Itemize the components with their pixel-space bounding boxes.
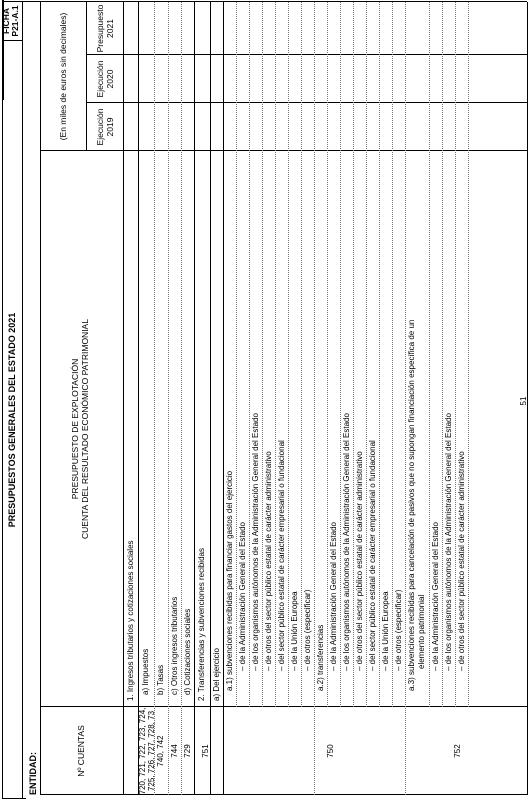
row-concept: – de los organismos autónomos de la Administración General del Estado [444, 413, 453, 671]
cell-2020 [275, 56, 288, 102]
cell-2020 [168, 56, 181, 102]
cell-2019 [181, 104, 194, 150]
cell-2020 [327, 56, 340, 102]
col-header-2021-line2: 2021 [105, 19, 115, 38]
row-concept: c) Otros ingresos tributarios [170, 596, 179, 695]
cell-2021 [442, 3, 455, 54]
cell-2019 [124, 104, 138, 150]
cell-2020 [236, 56, 249, 102]
cell-2021 [429, 3, 442, 54]
ficha-code: P21-A.1 [10, 5, 20, 37]
cell-2019 [223, 104, 236, 150]
cell-2021 [249, 3, 262, 54]
row-concept: 2. Transferencias y subvenciones recibidas [197, 548, 206, 701]
cell-2019 [288, 104, 301, 150]
row-concept: a.1) subvenciones recibidas para financiar gastos del ejercicio [225, 470, 234, 691]
units-label: (En miles de euros sin decimales) [58, 12, 68, 141]
cell-2019 [168, 104, 181, 150]
cell-2021 [154, 3, 168, 54]
row-concept: b) Tasas [156, 664, 165, 695]
row-account: 744 [170, 744, 179, 758]
row-account: 729 [183, 744, 192, 758]
row-account: 720, 721, 722, 723, 724, 725, 726, 727, 728, 73 [138, 707, 156, 795]
cell-2021 [262, 3, 275, 54]
cell-2021 [405, 3, 429, 54]
cell-2019 [154, 104, 168, 150]
cell-2019 [194, 104, 210, 150]
page-number: 51 [519, 396, 528, 406]
table-top-border [40, 2, 41, 795]
cell-2020 [210, 56, 223, 102]
top-border [2, 2, 3, 799]
cell-2020 [379, 56, 392, 102]
col-header-concepto-line1: PRESUPUESTO DE EXPLOTACIÓN [70, 358, 80, 500]
row-concept: – de los organismos autónomos de la Administración General del Estado [342, 413, 351, 671]
right-border [2, 1, 527, 2]
cell-2021 [379, 3, 392, 54]
cell-2019 [340, 104, 353, 150]
row-concept: a) Impuestos [141, 648, 150, 695]
row-concept: – de la Unión Europea [381, 591, 390, 671]
cell-2020 [181, 56, 194, 102]
cell-2021 [366, 3, 379, 54]
cell-2021 [194, 3, 210, 54]
cell-2021 [275, 3, 288, 54]
cell-2020 [340, 56, 353, 102]
cell-2019 [314, 104, 327, 150]
cell-2020 [288, 56, 301, 102]
cell-2019 [262, 104, 275, 150]
account-group-751: 751 [201, 744, 210, 758]
cell-2019 [353, 104, 366, 150]
cell-2020 [455, 56, 468, 102]
row-concept: a.3) subvenciones recibidas para cancelación de pasivos que no supongan financiación específica de un [407, 319, 416, 691]
units-bottom-border [86, 2, 87, 151]
row-concept: – del sector público estatal de carácter empresarial o fundacional [368, 440, 377, 671]
row-concept: a) Del ejercicio [212, 648, 221, 701]
row-concept-continued: elemento patrimonial [417, 594, 426, 669]
ficha-label: FICHA [1, 8, 11, 34]
row-concept: – de otros (especificar) [394, 589, 403, 671]
cell-2021 [181, 3, 194, 54]
cell-2021 [210, 3, 223, 54]
col-header-2020-line2: 2020 [105, 69, 115, 89]
col-header-2019-line2: 2019 [105, 117, 115, 137]
cell-2019 [210, 104, 223, 150]
cell-2020 [405, 56, 429, 102]
cell-2021 [392, 3, 405, 54]
account-group-752: 752 [453, 744, 462, 758]
row-concept: – del sector público estatal de carácter empresarial o fundacional [277, 440, 286, 671]
title-bottom-border [22, 2, 23, 799]
row-concept: – de la Unión Europea [290, 591, 299, 671]
col-header-concepto-line2: CUENTA DEL RESULTADO ECONÓMICO PATRIMONIAL [80, 319, 90, 539]
cell-2020 [154, 56, 168, 102]
page-title: PRESUPUESTOS GENERALES DEL ESTADO 2021 [7, 312, 17, 528]
cell-2019 [379, 104, 392, 150]
cell-2020 [301, 56, 314, 102]
col-header-2020-line1: Ejecución [95, 60, 105, 98]
cell-2019 [405, 104, 429, 150]
cell-2019 [301, 104, 314, 150]
cell-2019 [366, 104, 379, 150]
row-concept: – de otros (especificar) [303, 589, 312, 671]
cell-2020 [249, 56, 262, 102]
col-2019-divider [86, 102, 527, 103]
cell-2021 [124, 3, 138, 54]
cell-2020 [314, 56, 327, 102]
cell-2019 [455, 104, 468, 150]
cell-2021 [301, 3, 314, 54]
cell-2019 [275, 104, 288, 150]
cell-2021 [236, 3, 249, 54]
cell-2020 [429, 56, 442, 102]
cell-2021 [327, 3, 340, 54]
cell-2021 [138, 3, 154, 54]
col-header-cuentas: Nº CUENTAS [76, 725, 86, 777]
col-header-2021-line1: Presupuesto [95, 4, 105, 53]
row-concept: – de la Administración General del Estado [329, 522, 338, 671]
cell-2019 [327, 104, 340, 150]
cell-2019 [249, 104, 262, 150]
row-concept: d) Cotizaciones sociales [183, 608, 192, 695]
row-account: 740, 742 [156, 735, 165, 767]
cell-2020 [223, 56, 236, 102]
cell-2021 [353, 3, 366, 54]
cell-2020 [138, 56, 154, 102]
cell-2020 [124, 56, 138, 102]
cell-2021 [223, 3, 236, 54]
cell-2021 [314, 3, 327, 54]
row-concept: – de otros del sector público estatal de carácter administrativo [264, 451, 273, 671]
row-separator [468, 2, 469, 707]
row-concept: – de la Administración General del Estado [238, 522, 247, 671]
cell-2020 [392, 56, 405, 102]
entidad-label: ENTIDAD: [28, 752, 38, 795]
cell-2019 [442, 104, 455, 150]
row-concept: – de los organismos autónomos de la Administración General del Estado [251, 413, 260, 671]
col-2020-divider [86, 54, 527, 55]
row-concept: – de otros del sector público estatal de carácter administrativo [355, 451, 364, 671]
row-concept: – de la Administración General del Estado [431, 522, 440, 671]
row-concept: 1. Ingresos tributarios y cotizaciones sociales [126, 540, 135, 701]
cell-2019 [236, 104, 249, 150]
row-concept: – de otros del sector público estatal de carácter administrativo [457, 451, 466, 671]
cell-2021 [288, 3, 301, 54]
account-group-750: 750 [326, 744, 335, 758]
cell-2019 [392, 104, 405, 150]
cell-2020 [442, 56, 455, 102]
cell-2020 [353, 56, 366, 102]
col-header-2019-line1: Ejecución [95, 108, 105, 146]
row-concept: a.2) transferencias [316, 624, 325, 691]
cell-2021 [455, 3, 468, 54]
cell-2021 [340, 3, 353, 54]
cell-2020 [366, 56, 379, 102]
cell-2019 [429, 104, 442, 150]
cell-2020 [262, 56, 275, 102]
cell-2021 [168, 3, 181, 54]
cell-2020 [194, 56, 210, 102]
cell-2019 [138, 104, 154, 150]
